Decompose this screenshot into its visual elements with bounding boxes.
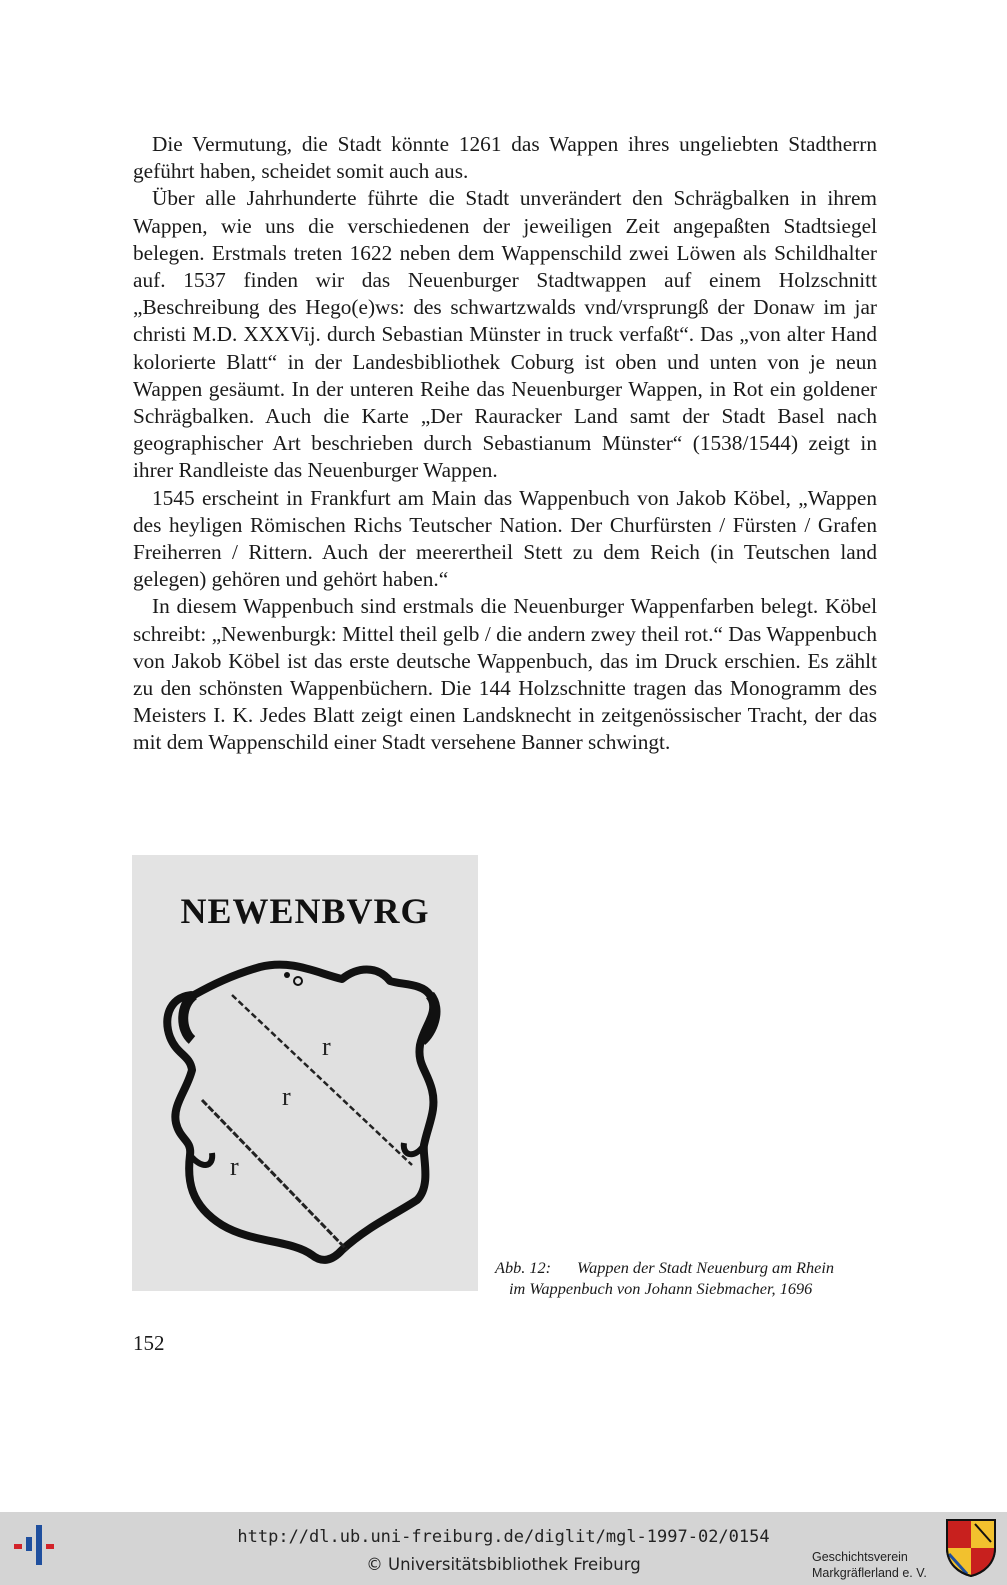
page-number: 152 bbox=[133, 1331, 165, 1355]
shield-dot bbox=[284, 972, 290, 978]
footer-permalink[interactable]: http://dl.ub.uni-freiburg.de/diglit/mgl-1997-02/0154 bbox=[237, 1527, 770, 1547]
tincture-mark: r bbox=[282, 1082, 291, 1111]
tincture-mark: r bbox=[230, 1152, 239, 1181]
figure-title: NEWENBVRG bbox=[180, 891, 430, 931]
tincture-mark: r bbox=[322, 1032, 331, 1061]
footer-bar bbox=[0, 1512, 1007, 1585]
coat-of-arms-figure bbox=[132, 855, 478, 1291]
society-name bbox=[812, 1549, 927, 1581]
caption-line-1: Wappen der Stadt Neuenburg am Rhein bbox=[577, 1258, 835, 1277]
paragraph-2: Über alle Jahrhunderte führte die Stadt unverändert den Schrägbalken in ihrem Wappen, wie uns die verschiedenen der jeweiligen Zeit angepaßten Stadtsiegel belegen. Erstmals treten 1622 neben dem Wappenschild zwei Löwen als Schildhalter auf. 1537 finden wir das Neuenburger Stadtwappen auf einem Holzschnitt „Beschreibung des Hego(e)ws: des schwartzwalds vnd/vrsprungß der Donaw im jar christi M.D. XXXVij. durch Sebastian Münster in truck verfaßt“. Das „von alter Hand kolorierte Blatt“ in der Landesbibliothek Coburg ist oben und unten von je neun Wappen gesäumt. In der unteren Reihe das Neuenburger Wappen, in Rot ein goldener Schrägbalken. Auch die Karte „Der Rauracker Land samt der Stadt Basel nach geographischer Art beschrieben durch Sebastianum Münster“ (1538/1544) zeigt in ihrer Randleiste das Neuenburger Wappen. bbox=[133, 186, 877, 483]
figure-caption bbox=[495, 1257, 895, 1299]
body-text bbox=[133, 131, 877, 757]
caption-label: Abb. 12: bbox=[495, 1258, 552, 1277]
caption-line-2: im Wappenbuch von Johann Siebmacher, 1696 bbox=[509, 1279, 813, 1298]
paragraph-1: Die Vermutung, die Stadt könnte 1261 das Wappen ihres ungeliebten Stadtherrn geführt haben, scheidet somit auch aus. bbox=[133, 132, 877, 184]
shield-outline bbox=[167, 965, 433, 1260]
coat-of-arms-icon bbox=[945, 1518, 997, 1578]
paragraph-3: 1545 erscheint in Frankfurt am Main das Wappenbuch von Jakob Köbel, „Wappen des heyligen Römischen Richs Teutscher Nation. Der Churfürsten / Fürsten / Grafen Freiherren / Rittern. Auch der meerertheil Stett zu dem Reich (in Teutschen land gelegen) gehören und gehört haben.“ bbox=[133, 485, 877, 592]
society-line-2: Markgräflerland e. V. bbox=[812, 1566, 927, 1580]
society-line-1: Geschichtsverein bbox=[812, 1550, 908, 1564]
woodcut-shield-image bbox=[132, 855, 478, 1291]
paragraph-4: In diesem Wappenbuch sind erstmals die Neuenburger Wappenfarben belegt. Köbel schreibt: „Newenburgk: Mittel theil gelb / die andern zwey theil rot.“ Das Wappenbuch von Jakob Köbel ist das erste deutsche Wappenbuch, das im Druck erschien. Es zählt zu den schönsten Wappenbüchern. Die 144 Holzschnitte tragen das Monogramm des Meisters I. K. Jedes Blatt zeigt einen Landsknecht in zeitgenössischer Tracht, der das mit dem Wappenschild einer Stadt versehene Banner schwingt. bbox=[133, 594, 877, 755]
footer-copyright: © Universitätsbibliothek Freiburg bbox=[366, 1555, 641, 1574]
